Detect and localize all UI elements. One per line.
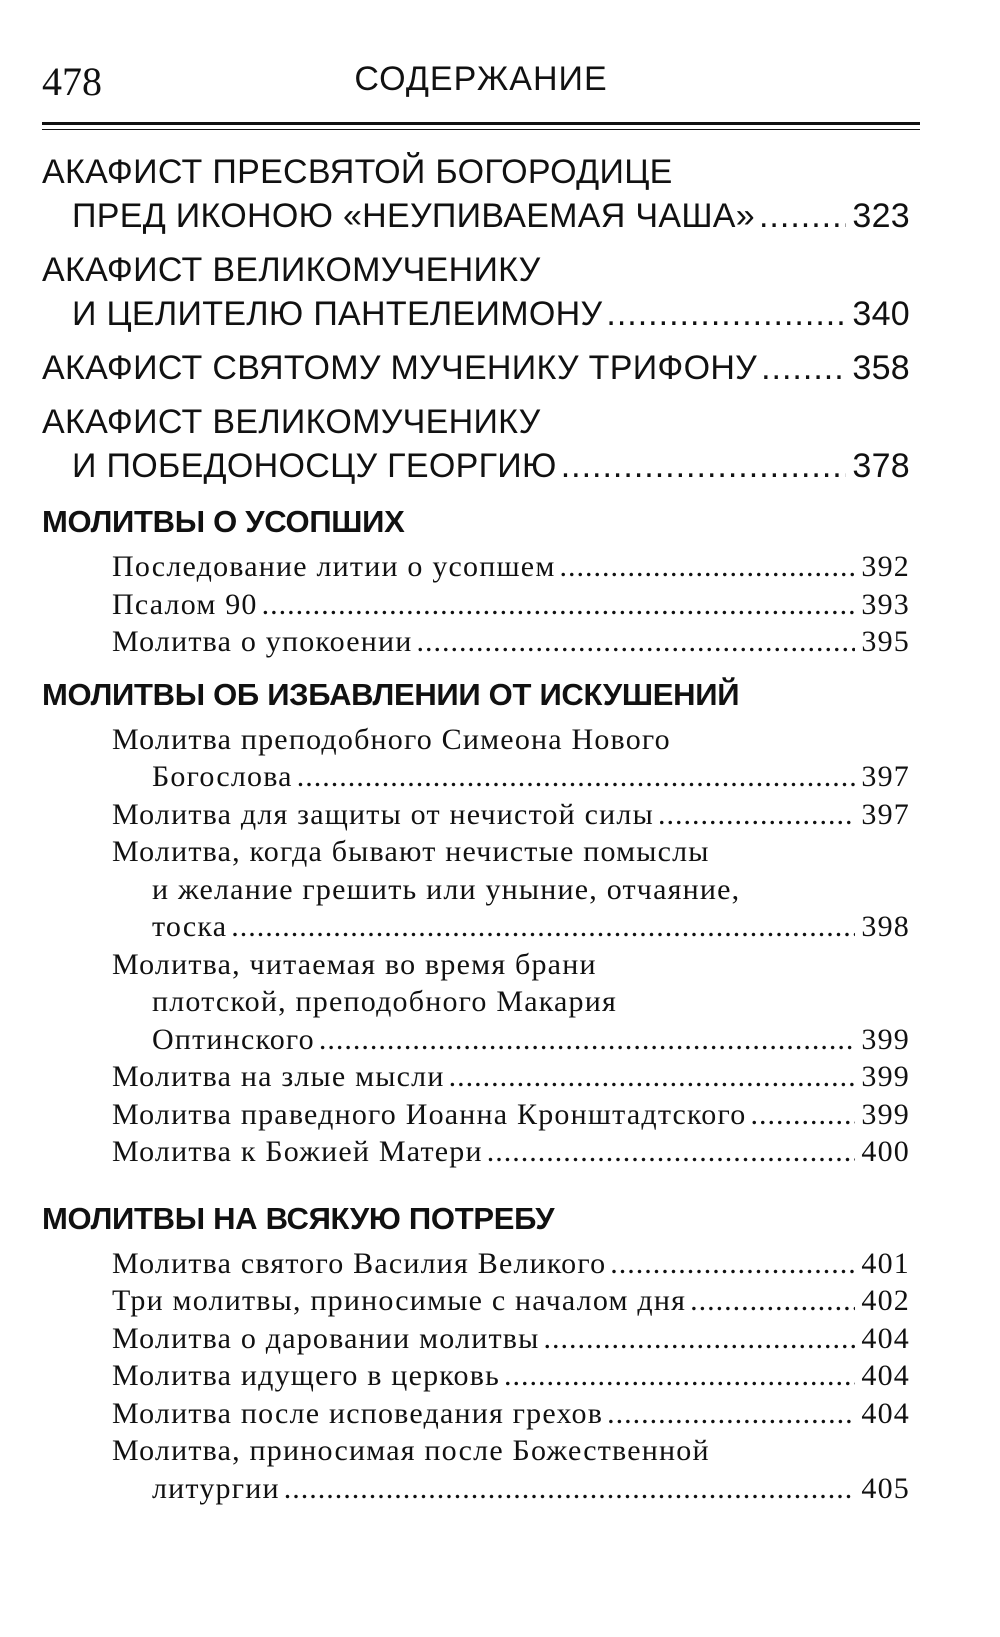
page-header — [42, 52, 920, 112]
toc-entry-row — [112, 1021, 910, 1059]
dot-leader — [297, 758, 856, 796]
page-ref: 404 — [861, 1396, 910, 1430]
toc-entry-row — [112, 1282, 910, 1320]
page-ref: 399 — [861, 1060, 910, 1093]
entry-title: Богослова — [152, 760, 293, 793]
page-ref: 323 — [852, 197, 910, 235]
entry-title: Три молитвы, приносимые с началом дня — [112, 1284, 687, 1317]
page-ref: 399 — [861, 1097, 910, 1131]
entry-title-line: плотской, преподобного Макария — [152, 985, 618, 1018]
section-title: МОЛИТВЫ ОБ ИЗБАВЛЕНИИ ОТ ИСКУШЕНИЙ — [42, 676, 740, 712]
akafist-title-line: АКАФИСТ ВЕЛИКОМУЧЕНИКУ — [42, 403, 541, 441]
toc-entry — [112, 1320, 910, 1358]
table-of-contents — [42, 150, 910, 1507]
toc-entry-row — [112, 1245, 910, 1283]
entry-title-line: Молитва, приносимая после Божественной — [112, 1434, 710, 1467]
page-ref: 405 — [861, 1471, 910, 1505]
toc-entry-row — [112, 1470, 910, 1508]
entry-title: Последование литии о усопшем — [112, 550, 556, 583]
dot-leader — [606, 292, 846, 336]
dot-leader — [544, 1320, 856, 1358]
toc-entry — [112, 833, 910, 946]
dot-leader — [284, 1470, 856, 1508]
toc-entry-row — [112, 1096, 910, 1134]
page-ref: 402 — [861, 1284, 910, 1317]
dot-leader — [487, 1133, 856, 1171]
header-rule-thin — [42, 129, 920, 130]
dot-leader — [658, 796, 855, 834]
entry-title: Молитва святого Василия Великого — [112, 1246, 607, 1280]
running-title: СОДЕРЖАНИЕ — [354, 60, 608, 98]
entry-title: Молитва для защиты от нечистой силы — [112, 797, 654, 831]
toc-entry — [112, 548, 910, 586]
entry-title-line: Молитва, читаемая во время брани — [112, 947, 597, 981]
dot-leader — [231, 908, 855, 946]
toc-entry — [112, 1096, 910, 1134]
entry-title: Молитва к Божией Матери — [112, 1135, 483, 1168]
entry-title: Молитва праведного Иоанна Кронштадтского — [112, 1097, 747, 1131]
toc-entry-row — [112, 623, 910, 661]
akafist-title-line: АКАФИСТ ВЕЛИКОМУЧЕНИКУ — [42, 251, 541, 289]
page-ref: 392 — [861, 550, 910, 583]
toc-entry — [112, 1432, 910, 1507]
toc-entry-row — [112, 586, 910, 624]
entry-title: Молитва о даровании молитвы — [112, 1321, 540, 1355]
entry-title: Молитва после исповедания грехов — [112, 1396, 604, 1430]
page-number: 478 — [42, 59, 102, 104]
section-title: МОЛИТВЫ О УСОПШИХ — [42, 504, 405, 539]
page-ref: 393 — [861, 587, 910, 621]
dot-leader — [607, 1395, 855, 1433]
akafist-title-line: И ЦЕЛИТЕЛЮ ПАНТЕЛЕИМОНУ — [72, 295, 603, 333]
dot-leader — [262, 586, 856, 624]
page-ref: 399 — [861, 1022, 910, 1056]
page-ref: 400 — [861, 1135, 910, 1168]
dot-leader — [449, 1058, 856, 1096]
toc-akafist-entry — [42, 248, 910, 336]
akafist-title-row — [42, 292, 910, 336]
toc-entry — [112, 1357, 910, 1395]
page-ref: 397 — [861, 797, 910, 831]
entry-title-line: и желание грешить или уныние, отчаяние, — [152, 872, 741, 906]
akafist-title-row — [42, 346, 910, 390]
toc-entry-row — [112, 548, 910, 586]
akafist-title-row — [42, 194, 910, 238]
header-rule-thick — [42, 122, 920, 125]
akafist-title-line: ПРЕД ИКОНОЮ «НЕУПИВАЕМАЯ ЧАША» — [72, 197, 755, 235]
dot-leader — [750, 1096, 855, 1134]
section-entries — [42, 548, 910, 661]
page-ref: 404 — [861, 1321, 910, 1355]
dot-leader — [759, 194, 846, 238]
dot-leader — [761, 346, 846, 390]
toc-entry-row — [112, 1058, 910, 1096]
toc-akafist-entry — [42, 150, 910, 238]
entry-title: Оптинского — [152, 1022, 315, 1056]
akafist-title-line: АКАФИСТ ПРЕСВЯТОЙ БОГОРОДИЦЕ — [42, 153, 673, 191]
toc-entry-row — [112, 1357, 910, 1395]
toc-entry-row — [112, 796, 910, 834]
toc-entry — [112, 1395, 910, 1433]
toc-entry-row — [112, 1395, 910, 1433]
dot-leader — [319, 1021, 856, 1059]
dot-leader — [417, 623, 856, 661]
section-entries — [42, 721, 910, 1171]
toc-entry-row — [112, 1320, 910, 1358]
toc-entry-row — [112, 1133, 910, 1171]
section-title: МОЛИТВЫ НА ВСЯКУЮ ПОТРЕБУ — [42, 1200, 555, 1236]
toc-entry-row — [112, 758, 910, 796]
toc-entry — [112, 623, 910, 661]
toc-akafist-entry — [42, 346, 910, 390]
page-ref: 397 — [861, 760, 910, 793]
toc-entry — [112, 586, 910, 624]
toc-entry — [112, 946, 910, 1059]
entry-title: литургии — [152, 1471, 280, 1505]
entry-title: Молитва о упокоении — [112, 625, 413, 658]
dot-leader — [610, 1245, 855, 1283]
entry-title-line: Молитва, когда бывают нечистые помыслы — [112, 835, 710, 868]
toc-entry — [112, 1245, 910, 1283]
akafist-title-line: И ПОБЕДОНОСЦУ ГЕОРГИЮ — [72, 447, 557, 485]
section-entries — [42, 1245, 910, 1508]
toc-entry — [112, 796, 910, 834]
toc-entry — [112, 721, 910, 796]
toc-akafist-entry — [42, 400, 910, 488]
entry-title: Молитва на злые мысли — [112, 1060, 445, 1093]
toc-entry — [112, 1133, 910, 1171]
dot-leader — [690, 1282, 855, 1320]
dot-leader — [561, 444, 847, 488]
page-ref: 401 — [861, 1246, 910, 1280]
dot-leader — [560, 548, 856, 586]
page-ref: 358 — [852, 349, 910, 387]
entry-title: тоска — [152, 910, 228, 943]
page-ref: 378 — [852, 447, 910, 485]
akafist-title-row — [42, 444, 910, 488]
entry-title: Молитва идущего в церковь — [112, 1359, 500, 1392]
page-ref: 395 — [861, 625, 910, 658]
entry-title-line: Молитва преподобного Симеона Нового — [112, 722, 671, 756]
toc-entry — [112, 1282, 910, 1320]
entry-title: Псалом 90 — [112, 587, 258, 621]
toc-entry-row — [112, 908, 910, 946]
akafist-title-line: АКАФИСТ СВЯТОМУ МУЧЕНИКУ ТРИФОНУ — [42, 349, 758, 387]
page-ref: 404 — [861, 1359, 910, 1392]
toc-entry — [112, 1058, 910, 1096]
page-ref: 398 — [861, 910, 910, 943]
page-ref: 340 — [852, 295, 910, 333]
dot-leader — [504, 1357, 855, 1395]
